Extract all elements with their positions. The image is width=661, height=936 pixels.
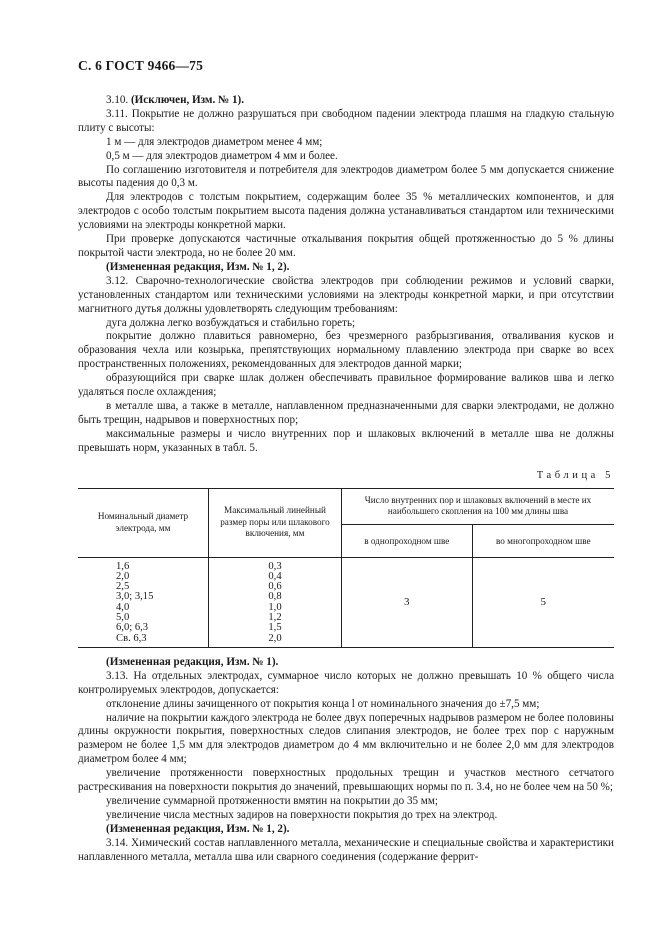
table-value: Св. 6,3 (116, 632, 147, 644)
table-value: 6,0; 6,3 (116, 622, 149, 634)
diameter-cell (78, 557, 209, 647)
table-value: 2,0 (116, 570, 130, 582)
paragraph (78, 317, 614, 331)
table-value: 1,6 (116, 560, 130, 572)
paragraph (78, 428, 614, 456)
table-value: 3,0; 3,15 (116, 591, 154, 603)
paragraph (78, 108, 614, 136)
paragraphs-bottom (78, 656, 614, 865)
clause-number: 3.11. (106, 107, 128, 120)
paragraph (78, 261, 614, 275)
table-value: 1,2 (268, 612, 282, 624)
table-value: 0,8 (268, 591, 282, 603)
paragraph-text: Сварочно-технологические свойства электродов при соблюдении режимов и условий сварки, установленных стандартом или техническими условиями на электроды конкретной марки, и при отсутствии магнитного дутья должны удовлетворять следующим требованиям: (78, 274, 614, 315)
paragraph (78, 191, 614, 233)
table-value: 0,4 (268, 570, 282, 582)
paragraph-text: увеличение числа местных задиров на поверхности покрытия до трех на электрод. (106, 808, 498, 821)
table-5 (78, 488, 614, 648)
paragraph-text: 0,5 м — для электродов диаметром 4 мм и более. (106, 149, 338, 162)
paragraph (78, 233, 614, 261)
clause-number: 3.14. (106, 836, 129, 849)
table-value: 4,0 (116, 601, 130, 613)
paragraph-text: отклонение длины зачищенного от покрытия конца l от номинального значения до ±7,5 мм; (106, 697, 540, 710)
paragraph (78, 164, 614, 192)
paragraph (78, 372, 614, 400)
table-value: 2,0 (268, 632, 282, 644)
document-page (78, 58, 614, 865)
paragraph (78, 330, 614, 372)
revision-note: (Измененная редакция, Изм. № 1, 2). (106, 822, 290, 835)
paragraph (78, 698, 614, 712)
paragraph (78, 275, 614, 317)
paragraph (78, 712, 614, 768)
paragraph (78, 837, 614, 865)
revision-note: (Исключен, Изм. № 1). (130, 94, 244, 106)
paragraph-text: максимальные размеры и число внутренних пор и шлаковых включений в металле шва не должны превышать норм, указанных в табл. 5. (78, 427, 614, 454)
paragraph (78, 767, 614, 795)
table-caption: Таблица 5 (536, 469, 614, 481)
size-cell (209, 557, 342, 647)
paragraph (78, 94, 614, 108)
paragraph-text: в металле шва, а также в металле, наплавленном предназначенными для сварки электродами, не должно быть трещин, надрывов и поверхностных пор; (78, 399, 614, 426)
paragraph-text: дуга должна легко возбуждаться и стабильно гореть; (106, 316, 356, 329)
paragraph-text: покрытие должно плавиться равномерно, без чрезмерного разбрызгивания, отваливания кусков и образования чехла или козырька, препятствующих нормальному плавлению электрода при сварке во всех пространственных положениях, рекомендованных для электродов данной марки; (78, 330, 614, 371)
paragraph-text: Покрытие не должно разрушаться при свободном падении электрода плашмя на гладкую стальную плиту с высоты: (78, 107, 614, 134)
table-value: 0,6 (268, 581, 282, 593)
clause-number: 3.12. (106, 274, 129, 287)
paragraph-text: увеличение суммарной протяженности вмятин на покрытии до 35 мм; (106, 795, 438, 807)
col-size-header: Максимальный линейный размер поры или шлакового включения, мм (209, 488, 342, 557)
paragraph (78, 795, 614, 809)
multi-pass-header: во многопроходном шве (472, 524, 614, 557)
single-pass-header: в однопроходном шве (342, 524, 473, 557)
revision-note: (Измененная редакция, Изм. № 1). (106, 655, 279, 668)
table-value: 1,0 (268, 601, 282, 613)
paragraph-text: увеличение протяженности поверхностных продольных трещин и участков местного сетчатого растрескивания на поверхности покрытия до значений, превышающих нормы по п. 3.4, но не более чем на 50 %; (78, 767, 614, 794)
paragraph (78, 136, 614, 150)
group-count-header: Число внутренних пор и шлаковых включений в месте их наибольшего скопления на 100 мм длины шва (342, 488, 615, 524)
paragraph-text: Для электродов с толстым покрытием, содержащим более 35 % металлических компонентов, и для электродов с особо толстым покрытием высота падения должна устанавливаться стандартом или техническими условиями на электроды конкретной марки. (78, 191, 614, 232)
paragraph-text: образующийся при сварке шлак должен обеспечивать правильное формирование валиков шва и легко удаляться после охлаждения; (78, 372, 614, 399)
paragraph-text: наличие на покрытии каждого электрода не более двух поперечных надрывов размером не более половины длины окружности покрытия, поверхностных следов слипания электродов, не более трех пор с наружным размером не более 1,5 мм для электродов диаметром до 4 мм включительно и не более 2,0 мм для электродов диаметром более 4 мм; (78, 711, 615, 766)
table-value: 1,5 (268, 622, 282, 634)
paragraph-text: 1 м — для электродов диаметром менее 4 мм; (106, 135, 323, 148)
revision-note: (Измененная редакция, Изм. № 1, 2). (106, 260, 290, 273)
clause-number: 3.13. (106, 669, 129, 682)
paragraphs-top (78, 94, 614, 456)
table-value: 0,3 (268, 560, 282, 572)
table-value: 5,0 (116, 612, 130, 624)
paragraph-text: При проверке допускаются частичные откалывания покрытия общей протяженностью до 5 % длины покрытой части электрода, но не более 20 мм. (78, 233, 614, 259)
paragraph-text: На отдельных электродах, суммарное число которых не должно превышать 10 % общего числа контролируемых электродов, допускается: (78, 669, 614, 696)
col-diameter-header: Номинальный диаметр электрода, мм (78, 488, 209, 557)
paragraph (78, 809, 614, 823)
paragraph (78, 670, 614, 698)
paragraph (78, 656, 614, 670)
clause-number: 3.10. (106, 94, 129, 106)
paragraph (78, 150, 614, 164)
paragraph-text: По соглашению изготовителя и потребителя для электродов диаметром более 5 мм допускается снижение высоты падения до 0,3 м. (78, 163, 614, 190)
page-header: С. 6 ГОСТ 9466—75 (78, 58, 204, 73)
multi-pass-value: 5 (472, 557, 614, 647)
paragraph (78, 400, 614, 428)
table-value: 2,5 (116, 581, 130, 593)
paragraph-text: Химический состав наплавленного металла, механические и специальные свойства и характеристики наплавленного металла, металла шва или сварного соединения (содержание феррит- (78, 836, 614, 863)
paragraph (78, 823, 614, 837)
single-pass-value: 3 (342, 557, 473, 647)
